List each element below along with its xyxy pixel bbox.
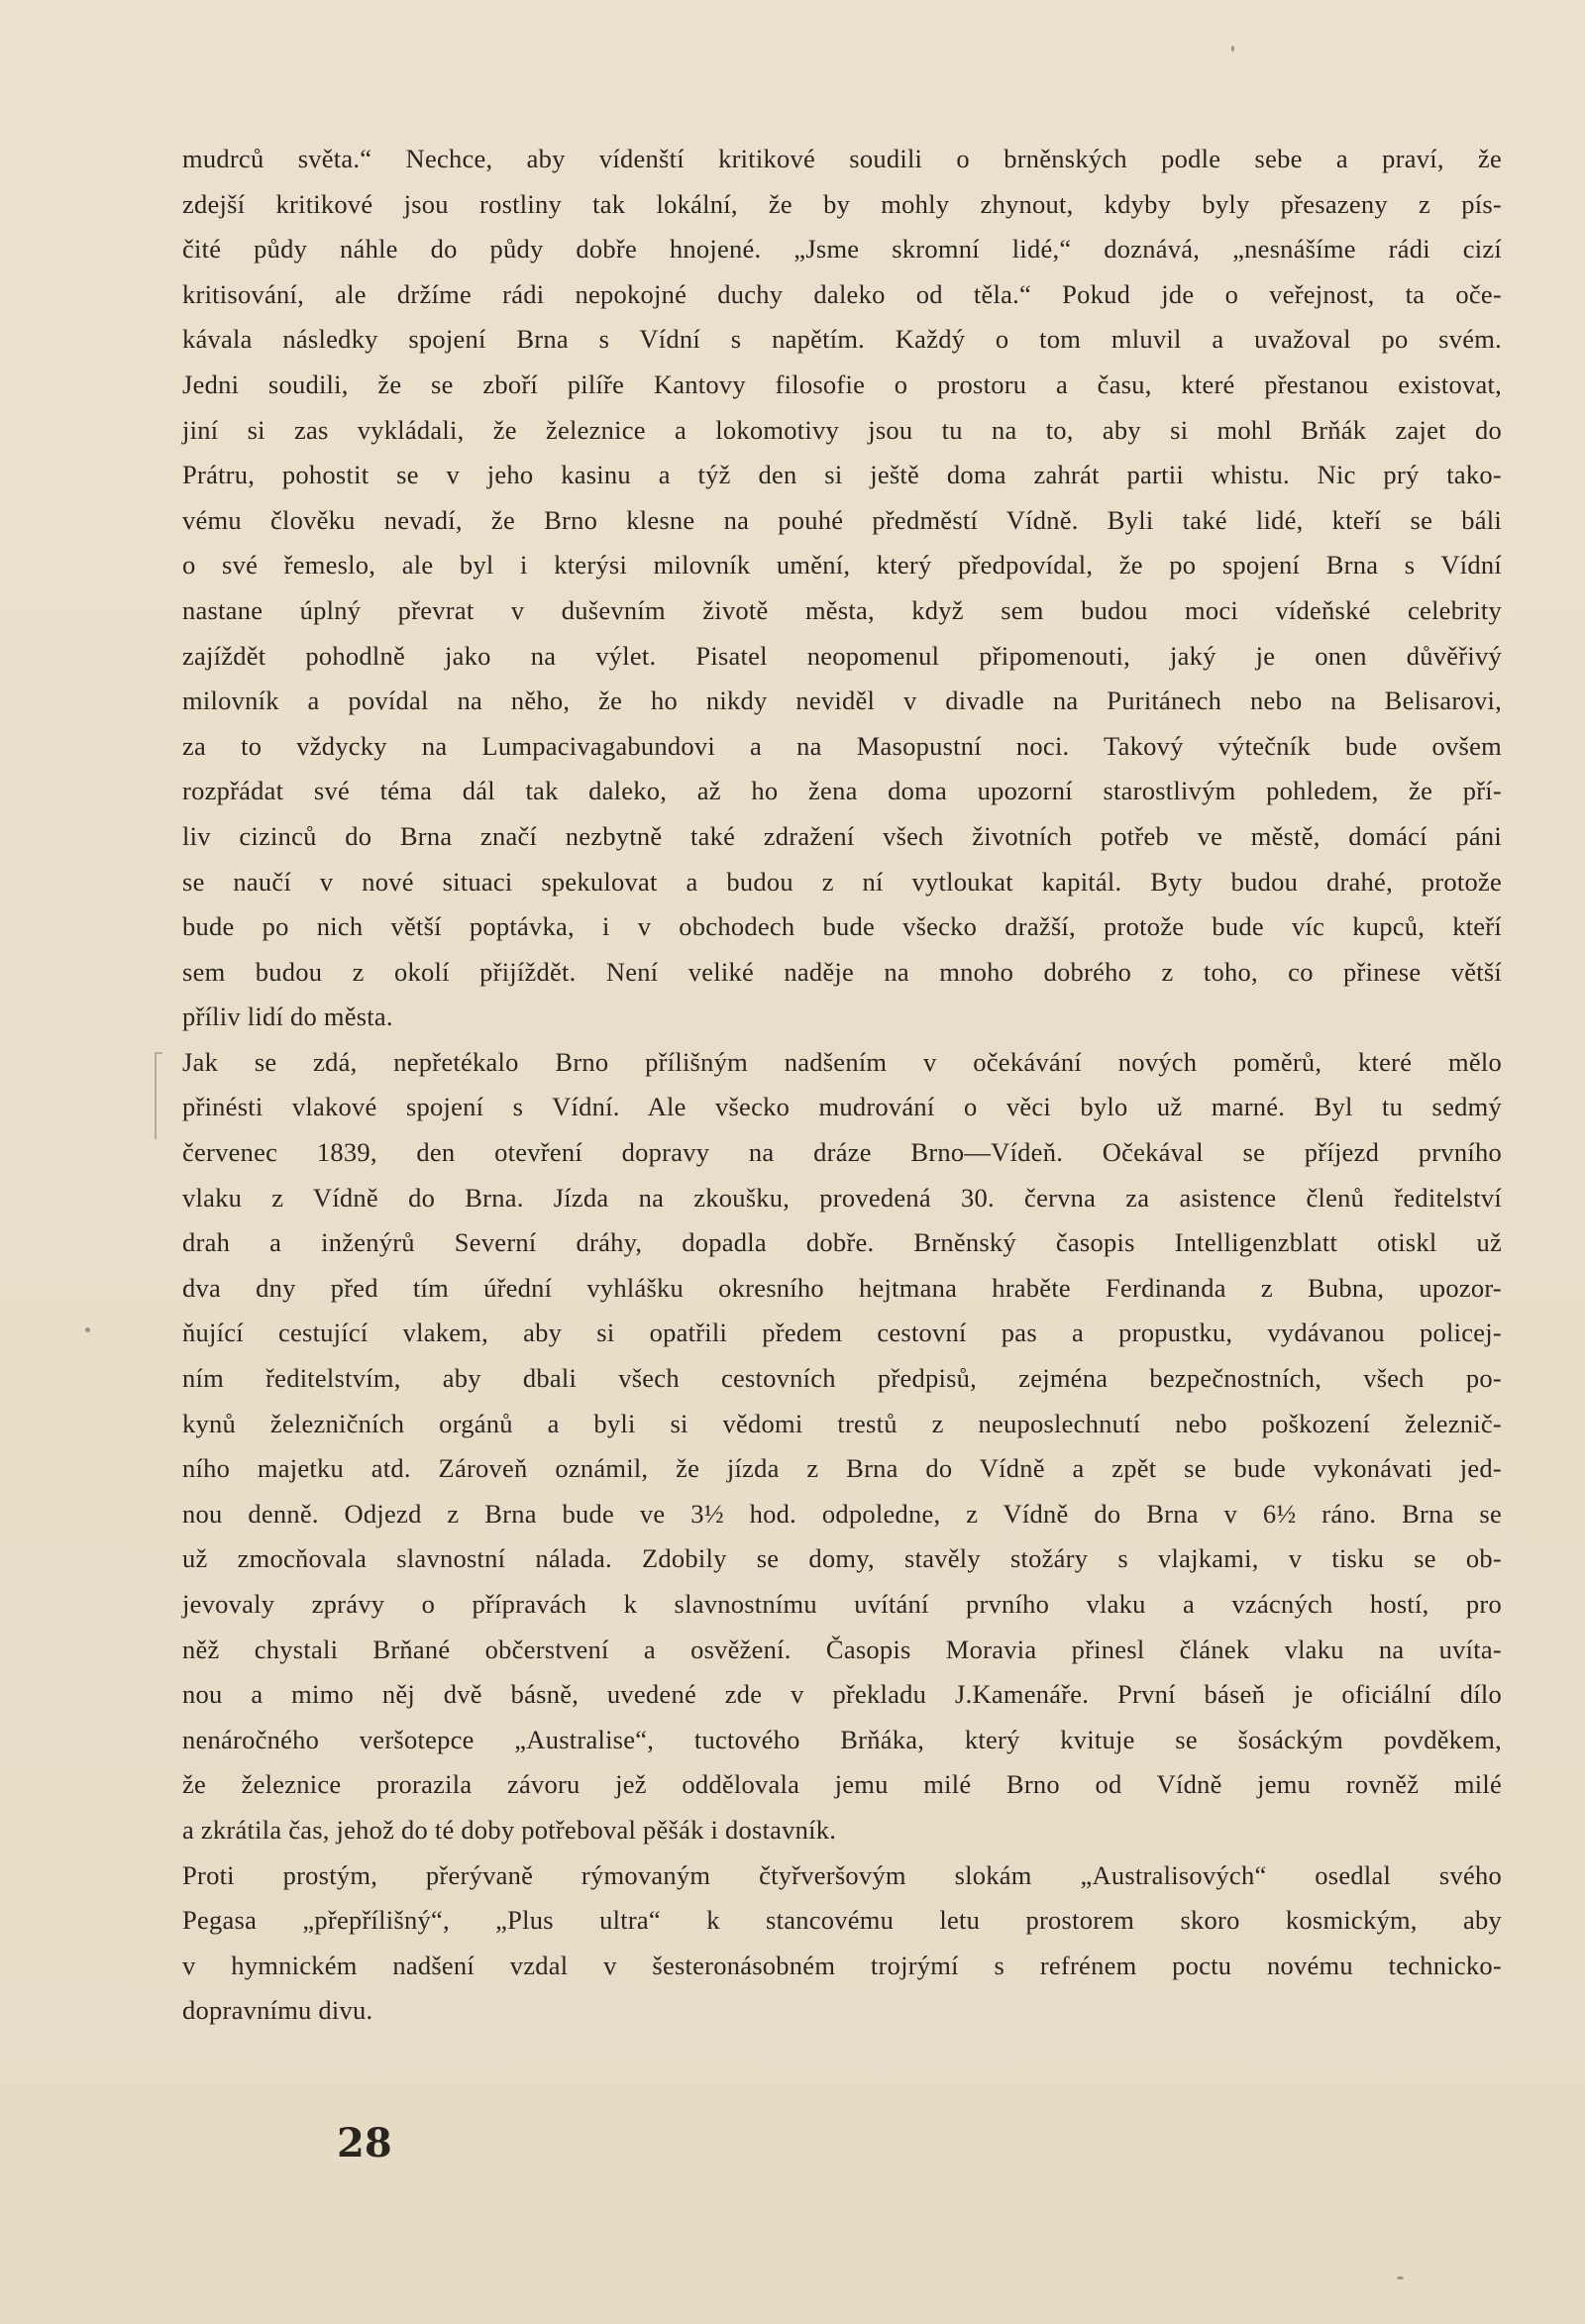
text-line: něž chystali Brňané občerstvení a osvěžení. Časopis Moravia přinesl článek vlaku na uvíta- [182, 1634, 1502, 1664]
text-line: drah a inženýrů Severní dráhy, dopadla dobře. Brněnský časopis Intelligenzblatt otiskl už [182, 1227, 1502, 1258]
text-line: nenáročného veršotepce „Australise“, tuctového Brňáka, který kvituje se šosáckým povděkem, [182, 1724, 1502, 1754]
paper-speck [85, 1327, 90, 1332]
text-line: Pegasa „přepřílišný“, „Plus ultra“ k stancovému letu prostorem skoro kosmickým, aby [182, 1905, 1502, 1936]
text-line: Jak se zdá, nepřetékalo Brno přílišným nadšením v očekávání nových poměrů, které mělo [182, 1046, 1502, 1077]
text-line: ňující cestující vlakem, aby si opatřili předem cestovní pas a propustku, vydávanou policej- [182, 1318, 1502, 1348]
page-number: 28 [337, 2120, 392, 2166]
text-line: jiní si zas vykládali, že železnice a lokomotivy jsou tu na to, aby si mohl Brňák zajet do [182, 414, 1502, 445]
text-line: Proti prostým, přerývaně rýmovaným čtyřveršovým slokám „Australisových“ osedlal svého [182, 1859, 1502, 1890]
text-line: dopravnímu divu. [182, 1995, 373, 2026]
text-line: kritisování, ale držíme rádi nepokojné duchy daleko od těla.“ Pokud jde o veřejnost, ta oče- [182, 278, 1502, 309]
text-line: nou denně. Odjezd z Brna bude ve 3½ hod. odpoledne, z Vídně do Brna v 6½ ráno. Brna se [182, 1498, 1502, 1529]
text-line: kávala následky spojení Brna s Vídní s napětím. Každý o tom mluvil a uvažoval po svém. [182, 324, 1502, 355]
text-line: vlaku z Vídně do Brna. Jízda na zkoušku, provedená 30. června za asistence členů ředitelství [182, 1182, 1502, 1213]
text-line: nastane úplný převrat v duševním životě města, když sem budou moci vídeňské celebrity [182, 594, 1502, 625]
text-line: za to vždycky na Lumpacivagabundovi a na Masopustní noci. Takový výtečník bude ovšem [182, 730, 1502, 761]
paper-speck [1231, 46, 1234, 52]
text-line: kynů železničních orgánů a byli si vědomi trestů z neuposlechnutí nebo poškození železnič- [182, 1408, 1502, 1438]
text-line: nou a mimo něj dvě básně, uvedené zde v překladu J.Kamenáře. První báseň je oficiální dílo [182, 1679, 1502, 1710]
text-line: dva dny před tím úřední vyhlášku okresního hejtmana hraběte Ferdinanda z Bubna, upozor- [182, 1272, 1502, 1303]
text-line: Jedni soudili, že se zboří pilíře Kantovy filosofie o prostoru a času, které přestanou existovat, [182, 369, 1502, 399]
text-line: v hymnickém nadšení vzdal v šesteronásobném trojrýmí s refrénem poctu novému technicko- [182, 1950, 1502, 1980]
text-line: bude po nich větší poptávka, i v obchodech bude všecko dražší, protože bude víc kupců, kteří [182, 911, 1502, 942]
body-text [182, 137, 1502, 2034]
text-line: Prátru, pohostit se v jeho kasinu a týž den si ještě doma zahrát partii whistu. Nic prý tako- [182, 460, 1502, 490]
text-line: už zmocňovala slavnostní nálada. Zdobily se domy, stavěly stožáry s vlajkami, v tisku se ob- [182, 1543, 1502, 1574]
text-line: zdejší kritikové jsou rostliny tak lokální, že by mohly zhynout, kdyby byly přesazeny z pís- [182, 188, 1502, 219]
text-line: liv cizinců do Brna značí nezbytně také zdražení všech životních potřeb ve městě, domácí páni [182, 820, 1502, 851]
text-line: rozpřádat své téma dál tak daleko, až ho žena doma upozorní starostlivým pohledem, že pří- [182, 776, 1502, 806]
paper-speck [1397, 2276, 1404, 2279]
text-line: přinésti vlakové spojení s Vídní. Ale všecko mudrování o věci bylo už marné. Byl tu sedmý [182, 1092, 1502, 1122]
text-line: vému člověku nevadí, že Brno klesne na pouhé předměstí Vídně. Byli také lidé, kteří se báli [182, 504, 1502, 535]
text-line: se naučí v nové situaci spekulovat a budou z ní vytloukat kapitál. Byty budou drahé, protože [182, 866, 1502, 897]
text-line: ního majetku atd. Zároveň oznámil, že jízda z Brna do Vídně a zpět se bude vykonávati jed- [182, 1453, 1502, 1484]
text-line: čité půdy náhle do půdy dobře hnojené. „Jsme skromní lidé,“ doznává, „nesnášíme rádi cizí [182, 234, 1502, 264]
text-line: a zkrátila čas, jehož do té doby potřeboval pěšák i dostavník. [182, 1814, 837, 1845]
text-line: zajíždět pohodlně jako na výlet. Pisatel neopomenul připomenouti, jaký je onen důvěřivý [182, 640, 1502, 671]
text-line: ním ředitelstvím, aby dbali všech cestovních předpisů, zejména bezpečnostních, všech po- [182, 1363, 1502, 1394]
text-line: červenec 1839, den otevření dopravy na dráze Brno—Vídeň. Očekával se příjezd prvního [182, 1137, 1502, 1168]
text-line: že železnice prorazila závoru jež oddělovala jemu milé Brno od Vídně jemu rovněž milé [182, 1769, 1502, 1800]
text-line: milovník a povídal na něho, že ho nikdy neviděl v divadle na Puritánech nebo na Belisarovi, [182, 686, 1502, 716]
text-line: mudrců světa.“ Nechce, aby vídenští kritikové soudili o brněnských podle sebe a praví, že [182, 144, 1502, 173]
text-line: příliv lidí do města. [182, 1002, 393, 1032]
text-line: o své řemeslo, ale byl i kterýsi milovník umění, který předpovídal, že po spojení Brna s Vídní [182, 550, 1502, 581]
text-line: sem budou z okolí přijíždět. Není veliké naděje na mnoho dobrého z toho, co přinese větší [182, 956, 1502, 987]
text-line: jevovaly zprávy o přípravách k slavnostnímu uvítání prvního vlaku a vzácných hostí, pro [182, 1589, 1502, 1619]
margin-mark [155, 1052, 162, 1139]
